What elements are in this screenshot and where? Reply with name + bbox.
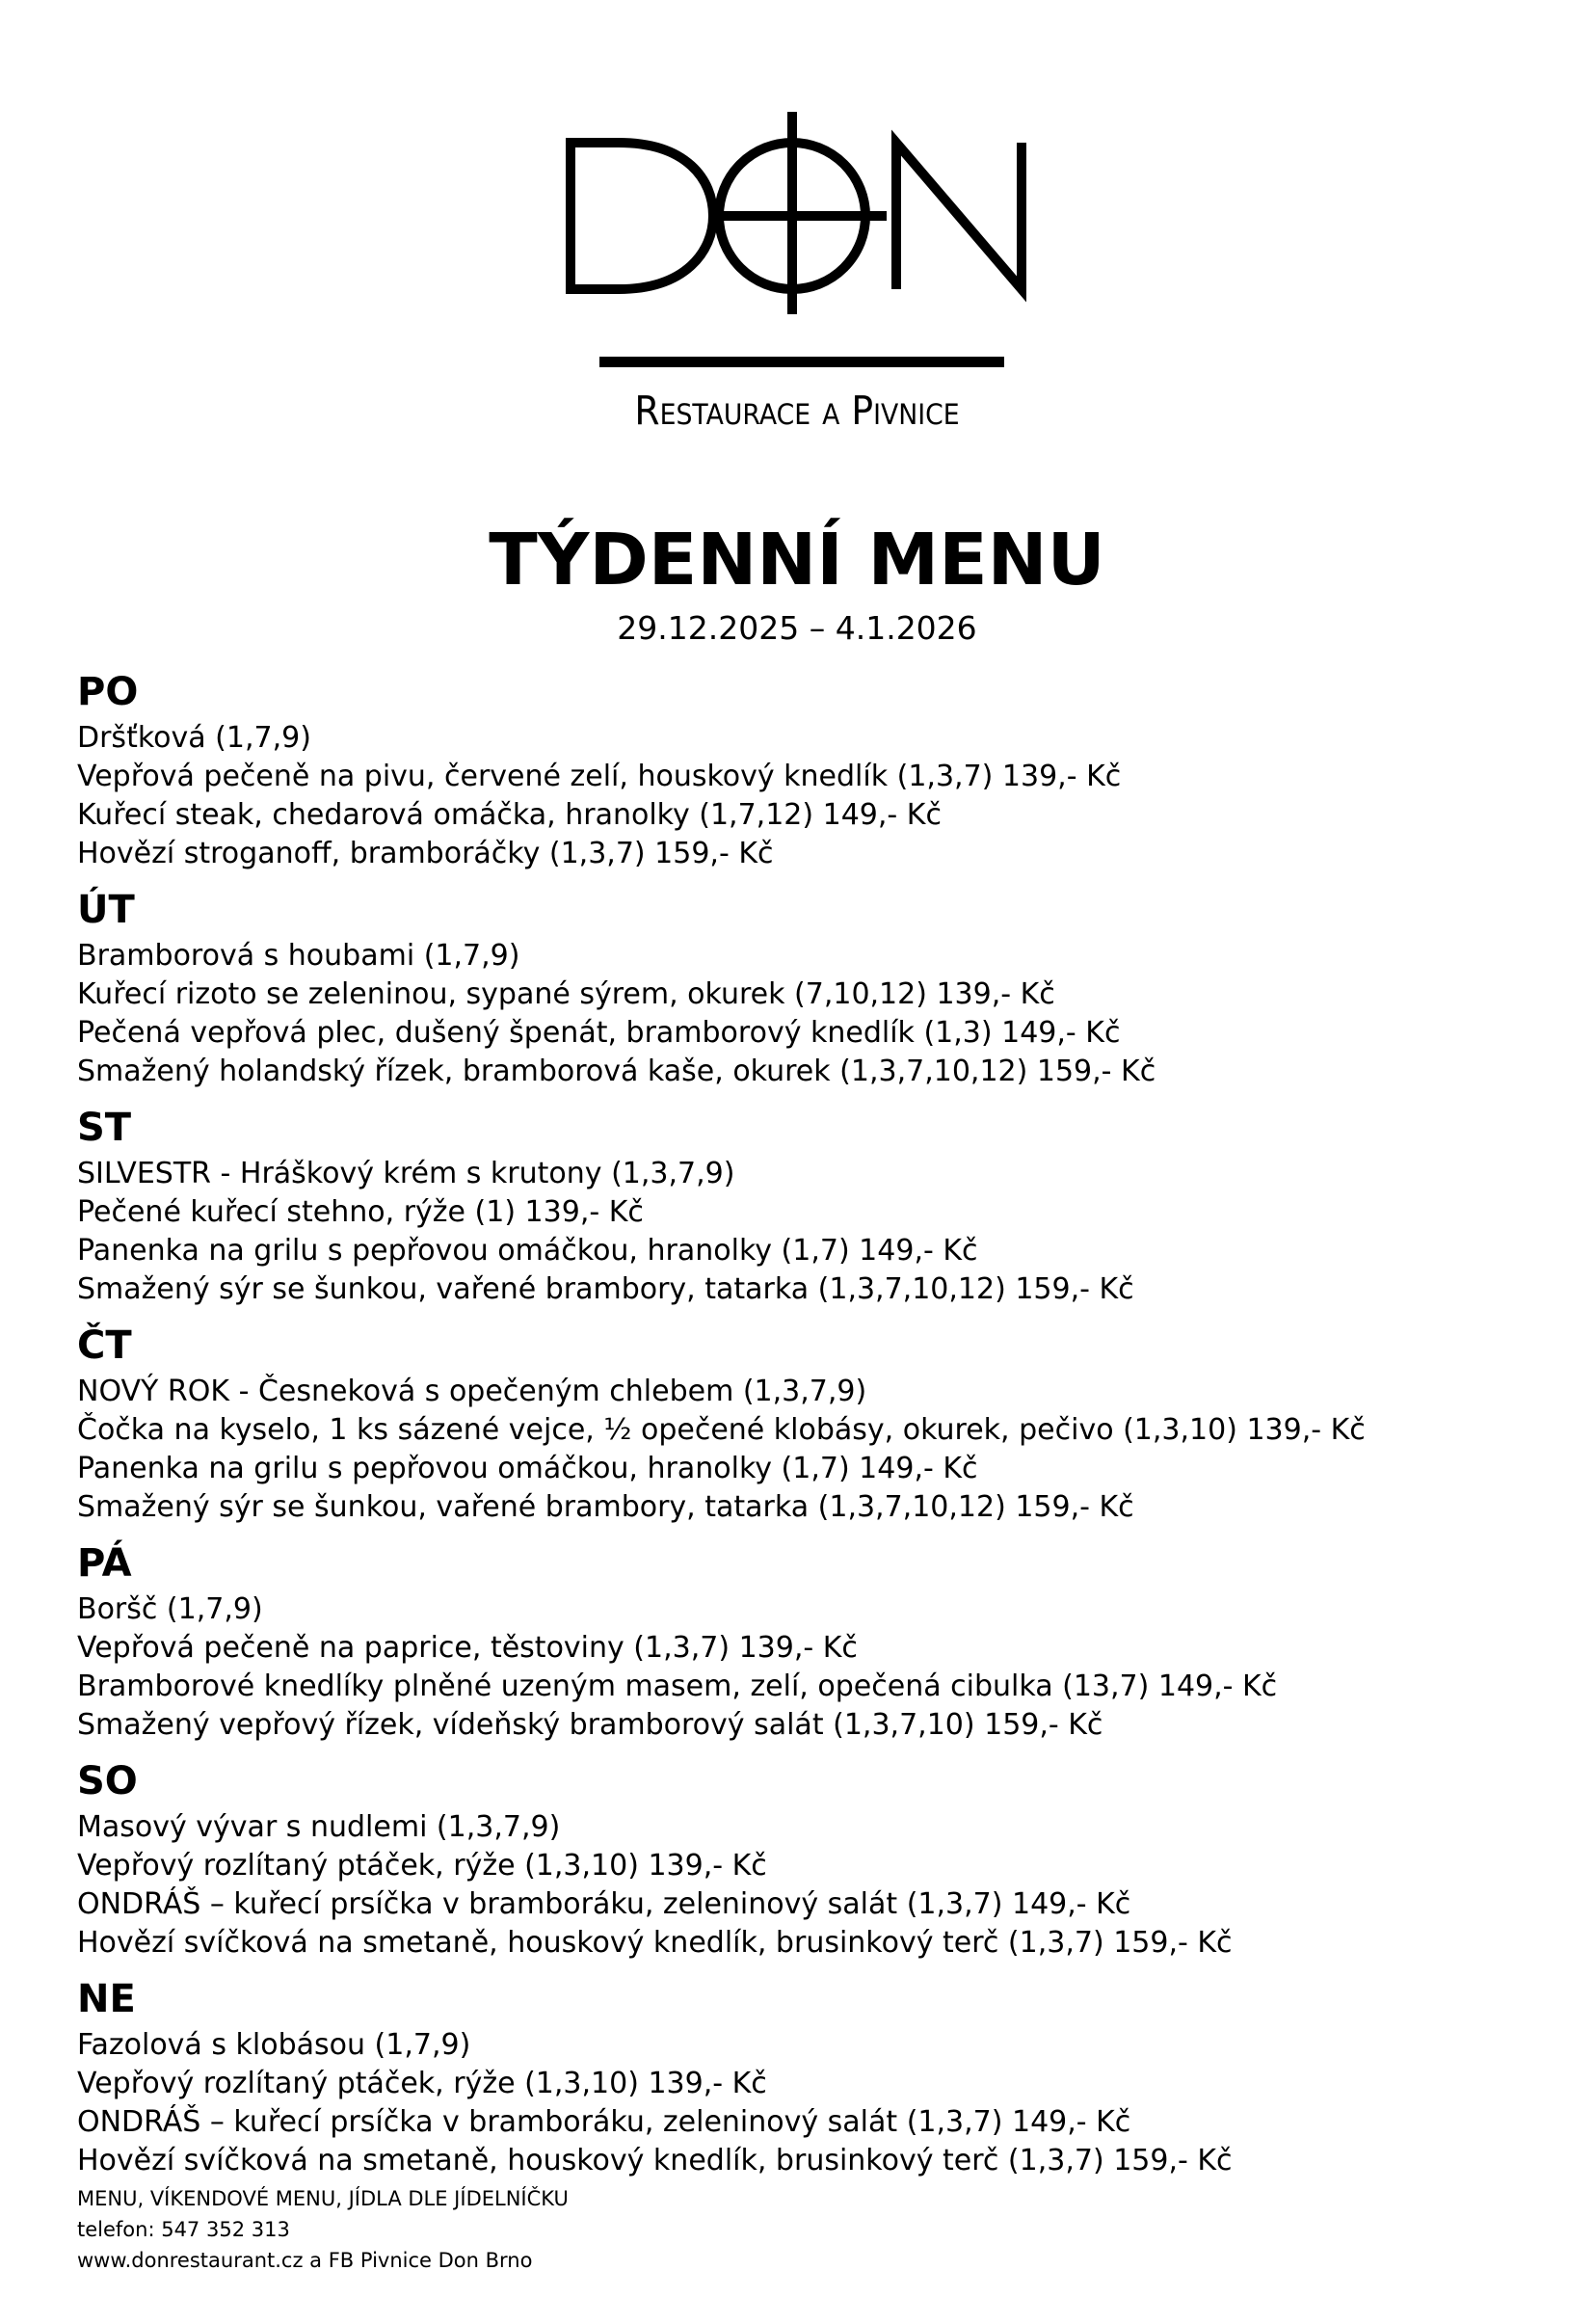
day-section-st: [77, 1101, 1542, 1309]
day-section-po: [77, 665, 1542, 873]
day-section-pa: [77, 1536, 1542, 1745]
dish-item: Hovězí svíčková na smetaně, houskový knedlík, brusinkový terč (1,3,7) 159,- Kč: [77, 1926, 1233, 1960]
dish-item: Vepřová pečeně na paprice, těstoviny (1,3,7) 139,- Kč: [77, 1631, 858, 1665]
footer-phone: telefon: 547 352 313: [77, 2218, 290, 2241]
dish-item: Panenka na grilu s pepřovou omáčkou, hranolky (1,7) 149,- Kč: [77, 1234, 978, 1268]
logo-letter-n: [896, 143, 1022, 289]
dish-item: NOVÝ ROK - Česneková s opečeným chlebem (1,3,7,9): [77, 1375, 867, 1408]
dish-item: Bramborové knedlíky plněné uzeným masem, zelí, opečená cibulka (13,7) 149,- Kč: [77, 1670, 1278, 1703]
logo-letter-d: [571, 143, 713, 289]
dish-item: Hovězí svíčková na smetaně, houskový knedlík, brusinkový terč (1,3,7) 159,- Kč: [77, 2144, 1233, 2177]
menu-title: TÝDENNÍ MENU: [489, 519, 1105, 601]
day-name: ČT: [77, 1323, 132, 1368]
day-section-ct: [77, 1319, 1542, 1527]
dish-item: Pečená vepřová plec, dušený špenát, bramborový knedlík (1,3) 149,- Kč: [77, 1016, 1121, 1050]
dish-item: Kuřecí steak, chedarová omáčka, hranolky (1,7,12) 149,- Kč: [77, 798, 942, 832]
footer-website[interactable]: www.donrestaurant.cz a FB Pivnice Don Brno: [77, 2249, 533, 2272]
logo-subtitle: Restaurace a Pivnice: [634, 387, 960, 434]
dish-item: Vepřová pečeně na pivu, červené zelí, houskový knedlík (1,3,7) 139,- Kč: [77, 760, 1122, 793]
day-name: PO: [77, 670, 139, 714]
dish-item: ONDRÁŠ – kuřecí prsíčka v bramboráku, zeleninový salát (1,3,7) 149,- Kč: [77, 1887, 1131, 1921]
dish-item: SILVESTR - Hráškový krém s krutony (1,3,7,9): [77, 1157, 735, 1190]
logo-divider: [599, 357, 1004, 367]
dish-item: Masový vývar s nudlemi (1,3,7,9): [77, 1810, 561, 1844]
dish-item: Smažený sýr se šunkou, vařené brambory, tatarka (1,3,7,10,12) 159,- Kč: [77, 1272, 1134, 1306]
weekly-menu: [77, 665, 1542, 2190]
dish-item: Dršťková (1,7,9): [77, 721, 311, 755]
dish-item: Bramborová s houbami (1,7,9): [77, 939, 520, 973]
dish-item: Vepřový rozlítaný ptáček, rýže (1,3,10) 139,- Kč: [77, 2067, 767, 2100]
day-name: SO: [77, 1759, 138, 1803]
day-name: ST: [77, 1106, 132, 1150]
crosshair-o-icon: [719, 112, 887, 314]
day-name: NE: [77, 1977, 136, 2021]
dish-item: Fazolová s klobásou (1,7,9): [77, 2028, 471, 2062]
dish-item: Čočka na kyselo, 1 ks sázené vejce, ½ opečené klobásy, okurek, pečivo (1,3,10) 139,- Kč: [77, 1413, 1366, 1447]
dish-item: Vepřový rozlítaný ptáček, rýže (1,3,10) 139,- Kč: [77, 1849, 767, 1883]
day-section-so: [77, 1754, 1542, 1963]
footer: [77, 2183, 1041, 2276]
dish-item: Pečené kuřecí stehno, rýže (1) 139,- Kč: [77, 1195, 644, 1229]
dish-item: Smažený sýr se šunkou, vařené brambory, tatarka (1,3,7,10,12) 159,- Kč: [77, 1490, 1134, 1524]
dish-item: Smažený holandský řízek, bramborová kaše, okurek (1,3,7,10,12) 159,- Kč: [77, 1055, 1156, 1088]
dish-item: Boršč (1,7,9): [77, 1592, 263, 1626]
day-section-ut: [77, 883, 1542, 1091]
day-section-ne: [77, 1972, 1542, 2180]
footer-menu-note: MENU, VÍKENDOVÉ MENU, JÍDLA DLE JÍDELNÍČKU: [77, 2187, 569, 2210]
menu-date-range: 29.12.2025 – 4.1.2026: [617, 609, 977, 647]
logo: [0, 96, 1594, 443]
dish-item: Hovězí stroganoff, bramboráčky (1,3,7) 159,- Kč: [77, 837, 774, 870]
dish-item: Kuřecí rizoto se zeleninou, sypané sýrem, okurek (7,10,12) 139,- Kč: [77, 977, 1055, 1011]
dish-item: Smažený vepřový řízek, vídeňský bramborový salát (1,3,7,10) 159,- Kč: [77, 1708, 1103, 1742]
don-logo-mark: [559, 96, 1041, 328]
dish-item: Panenka na grilu s pepřovou omáčkou, hranolky (1,7) 149,- Kč: [77, 1452, 978, 1485]
dish-item: ONDRÁŠ – kuřecí prsíčka v bramboráku, zeleninový salát (1,3,7) 149,- Kč: [77, 2105, 1131, 2139]
day-name: PÁ: [77, 1541, 132, 1586]
day-name: ÚT: [77, 888, 135, 932]
